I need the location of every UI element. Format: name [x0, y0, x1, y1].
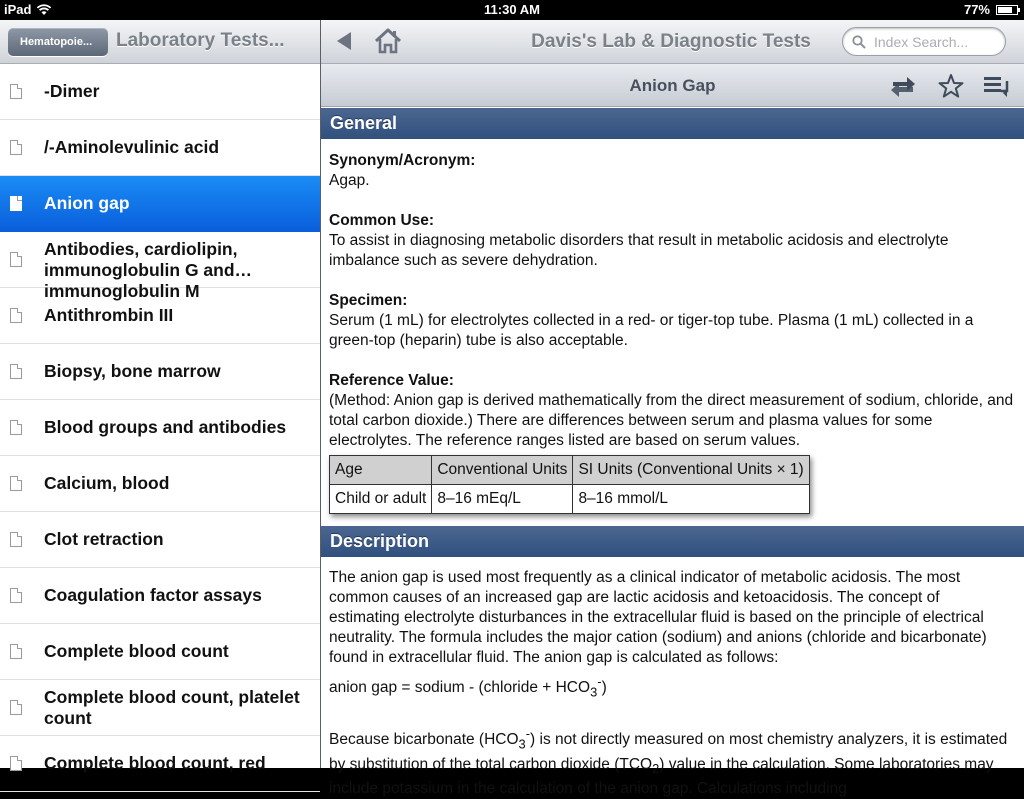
list-item[interactable] — [0, 400, 320, 456]
list-item[interactable] — [0, 120, 320, 176]
document-icon — [10, 252, 22, 267]
reference-value-label: Reference Value: — [329, 372, 454, 389]
status-bar — [0, 0, 1024, 20]
device-name: iPad — [4, 2, 32, 17]
test-list-pane — [0, 20, 320, 773]
reference-table — [329, 455, 810, 514]
list-item[interactable] — [0, 456, 320, 512]
table-header: Conventional Units — [432, 456, 573, 485]
document-icon — [10, 196, 22, 211]
description-paragraph: Because bicarbonate $(HCO_3^-)$ is not directly measured on most chemistry analyzers, it is estimated by substitution of the total carbon dioxide $(TCO_2)$ value in the calculation. Some laboratories may include potassium in the calculation of the anion gap. Calculations including — [329, 726, 1008, 797]
index-search[interactable] — [842, 27, 1006, 56]
document-icon — [10, 364, 22, 379]
list-item-label: -Dimer — [44, 81, 100, 101]
swap-arrows-icon[interactable] — [889, 73, 917, 99]
list-item[interactable] — [0, 512, 320, 568]
list-item-label: Blood groups and antibodies — [44, 417, 287, 437]
search-input[interactable] — [874, 34, 994, 50]
description-paragraph: The anion gap is used most frequently as a clinical indicator of metabolic acidosis. The most common causes of an increased gap are lactic acidosis and ketoacidosis. The concept of estimating electrolyte disturbances in the extracellular fluid is based on the principle of electrical neutrality. The formula includes the major cation (sodium) and anions (chloride and bicarbonate) found in extracellular fluid. The anion gap is calculated as follows: — [329, 569, 987, 666]
description-section — [321, 557, 1024, 799]
document-icon — [10, 644, 22, 659]
list-item-label: Biopsy, bone marrow — [44, 361, 221, 381]
battery-icon — [996, 5, 1018, 15]
detail-pane — [321, 20, 1024, 797]
general-section — [321, 139, 1024, 514]
document-content[interactable] — [321, 108, 1024, 797]
back-button[interactable]: Hematopoie... — [8, 28, 108, 56]
left-navbar — [0, 20, 320, 64]
section-header-general[interactable]: General — [321, 108, 1024, 139]
table-cell: 8–16 mmol/L — [573, 485, 809, 514]
right-navbar — [321, 20, 1024, 64]
document-icon — [10, 756, 22, 771]
list-item-label: Antithrombin III — [44, 305, 174, 325]
synonym-label: Synonym/Acronym: — [329, 152, 476, 169]
document-icon — [10, 140, 22, 155]
document-icon — [10, 476, 22, 491]
list-item-label: Complete blood count — [44, 641, 229, 661]
list-item-label: Antibodies, cardiolipin, immunoglobulin G and immunoglobulin M — [44, 238, 238, 301]
star-icon[interactable] — [937, 73, 965, 99]
list-item-label: Complete blood count, red — [44, 753, 266, 773]
table-header: SI Units (Conventional Units × 1) — [573, 456, 809, 485]
list-item[interactable] — [0, 232, 320, 301]
list-item[interactable] — [0, 64, 320, 120]
section-header-description[interactable]: Description — [321, 526, 1024, 557]
list-item[interactable] — [0, 288, 320, 344]
reference-value-text: (Method: Anion gap is derived mathematically from the direct measurement of sodium, chloride, and total carbon dioxide.) There are differences between serum and plasma values for some electrolytes. The reference ranges listed are based on serum values. — [329, 392, 1014, 449]
document-icon — [10, 84, 22, 99]
list-item[interactable] — [0, 344, 320, 400]
table-row — [330, 485, 810, 514]
test-list — [0, 64, 320, 792]
specimen-text: Serum (1 mL) for electrolytes collected in a red- or tiger-top tube. Plasma (1 mL) collected in a green-top (heparin) tube is also acceptable. — [329, 312, 974, 349]
list-item[interactable] — [0, 736, 320, 792]
document-icon — [10, 588, 22, 603]
list-item-label: /-Aminolevulinic acid — [44, 137, 220, 157]
list-item[interactable] — [0, 568, 320, 624]
document-icon — [10, 532, 22, 547]
specimen-label: Specimen: — [329, 292, 408, 309]
table-header-row — [330, 456, 810, 485]
document-icon — [10, 700, 22, 715]
list-item-label: Calcium, blood — [44, 473, 170, 493]
list-item-label: Clot retraction — [44, 529, 164, 549]
battery-percent: 77% — [963, 2, 990, 17]
synonym-text: Agap. — [329, 172, 370, 189]
table-cell: 8–16 mEq/L — [432, 485, 573, 514]
list-title: Laboratory Tests... — [116, 30, 285, 51]
common-use-label: Common Use: — [329, 212, 435, 229]
list-item[interactable] — [0, 176, 320, 232]
anion-gap-formula: anion gap = sodium - (chloride + $HCO_3^-$) — [329, 674, 607, 700]
list-item[interactable] — [0, 624, 320, 680]
app-title: Davis's Lab & Diagnostic Tests — [531, 31, 811, 52]
table-cell: Child or adult — [330, 485, 432, 514]
list-item-label: Complete blood count, platelet count — [44, 686, 300, 728]
document-icon — [10, 308, 22, 323]
table-header: Age — [330, 456, 432, 485]
home-icon[interactable] — [373, 27, 403, 55]
document-icon — [10, 420, 22, 435]
list-item[interactable] — [0, 680, 320, 736]
document-title: Anion Gap — [629, 76, 716, 95]
document-toolbar — [321, 64, 1024, 107]
common-use-text: To assist in diagnosing metabolic disorders that result in metabolic acidosis and electrolyte imbalance such as severe dehydration. — [329, 232, 949, 269]
list-item-label: Coagulation factor assays — [44, 585, 262, 605]
back-arrow-icon[interactable] — [337, 32, 351, 50]
search-icon — [852, 35, 866, 49]
contents-list-icon[interactable] — [981, 73, 1009, 99]
list-item-label: Anion gap — [44, 193, 130, 213]
clock: 11:30 AM — [484, 2, 540, 17]
